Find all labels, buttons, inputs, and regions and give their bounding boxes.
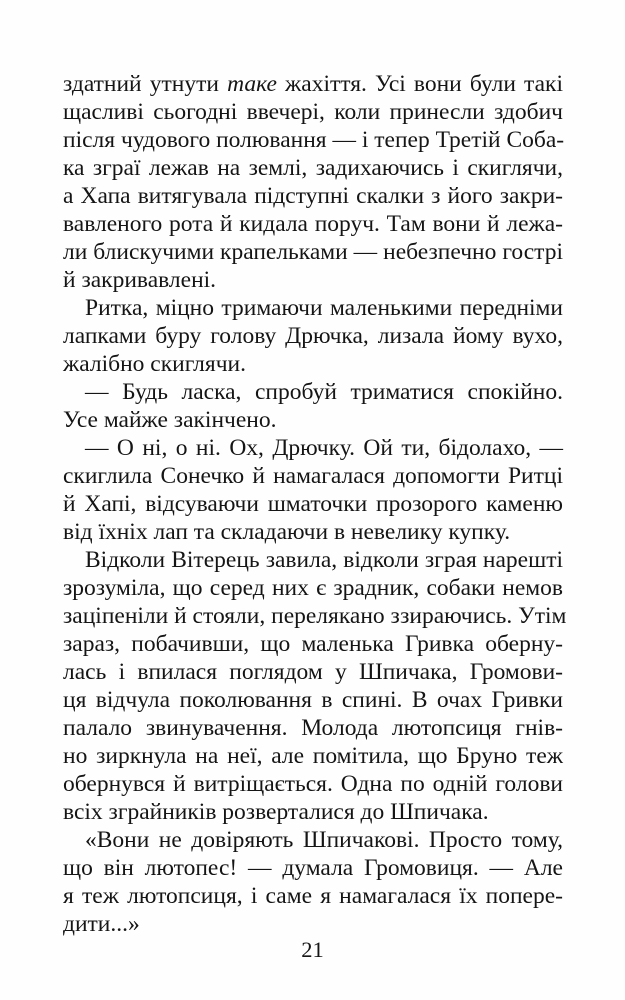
text-segment: й закривавлені. bbox=[63, 267, 217, 293]
text-line bbox=[63, 154, 563, 182]
text-segment: ли блискучими крапельками — небезпечно гострі bbox=[63, 239, 563, 265]
text-line bbox=[63, 882, 563, 910]
text-line bbox=[63, 406, 563, 434]
text-line bbox=[63, 714, 563, 742]
text-segment: після чудового полювання — і тепер Третій Соба- bbox=[63, 127, 565, 153]
text-segment: палало звинувачення. Молода лютопсиця гнів- bbox=[63, 715, 563, 741]
text-line bbox=[63, 826, 563, 854]
text-line bbox=[63, 266, 563, 294]
text-segment: Ритка, міцно тримаючи маленькими передніми bbox=[85, 295, 563, 321]
text-segment: — О ні, о ні. Ох, Дрючку. Ой ти, бідолахо, — bbox=[85, 435, 563, 461]
text-line bbox=[63, 182, 563, 210]
text-segment: обернувся й витріщається. Одна по одній голови bbox=[63, 771, 563, 797]
text-segment: «Вони не довіряють Шпичакові. Просто тому, bbox=[85, 827, 563, 853]
text-line bbox=[63, 602, 567, 630]
text-segment: лапками буру голову Дрючка, лизала йому вухо, bbox=[63, 323, 563, 349]
text-segment: від їхніх лап та складаючи в невелику купку. bbox=[63, 519, 511, 545]
text-line bbox=[63, 742, 563, 770]
text-line bbox=[63, 490, 563, 518]
text-segment: лась і впилася поглядом у Шпичака, Громови- bbox=[63, 659, 563, 685]
text-segment: жахіття. Усі вони були такі bbox=[276, 71, 563, 97]
text-segment: щасливі сьогодні ввечері, коли принесли здобич bbox=[63, 99, 563, 125]
text-segment: здатний утнути bbox=[63, 71, 228, 97]
text-segment: а Хапа витягувала підступні скалки з його закри- bbox=[63, 183, 563, 209]
text-line bbox=[63, 294, 563, 322]
text-line bbox=[63, 350, 563, 378]
text-segment: — Будь ласка, спробуй триматися спокійно. bbox=[85, 379, 563, 405]
text-segment: всіх зграйників розверталися до Шпичака. bbox=[63, 799, 489, 825]
text-line bbox=[63, 854, 563, 882]
text-segment: ця відчула поколювання в спині. В очах Гривки bbox=[63, 687, 563, 713]
text-line bbox=[63, 238, 563, 266]
text-line bbox=[63, 686, 563, 714]
text-segment: дити...» bbox=[63, 911, 140, 937]
text-line bbox=[63, 574, 563, 602]
text-line bbox=[63, 322, 563, 350]
text-line bbox=[63, 546, 563, 574]
text-line bbox=[63, 434, 563, 462]
text-segment: я теж лютопсиця, і саме я намагалася їх попере- bbox=[63, 883, 563, 909]
text-segment: що він лютопес! — думала Громовиця. — Але bbox=[63, 855, 563, 881]
text-line bbox=[63, 126, 563, 154]
text-line bbox=[63, 770, 563, 798]
text-segment: зараз, побачивши, що маленька Гривка оберну- bbox=[63, 631, 563, 657]
italic-text: таке bbox=[227, 71, 277, 97]
text-line bbox=[63, 910, 563, 938]
text-line bbox=[63, 658, 563, 686]
text-line bbox=[63, 462, 563, 490]
text-line bbox=[63, 630, 563, 658]
text-segment: Усе майже закінчено. bbox=[63, 407, 277, 433]
text-segment: ка зграї лежав на землі, задихаючись і скиглячи, bbox=[63, 155, 563, 181]
text-line bbox=[63, 378, 563, 406]
text-segment: й Хапі, відсуваючи шматочки прозорого каменю bbox=[63, 491, 563, 517]
text-segment: зрозуміла, що серед них є зрадник, собаки немов bbox=[63, 575, 563, 601]
text-segment: но зиркнула на неї, але помітила, що Бруно теж bbox=[63, 743, 563, 769]
page-number: 21 bbox=[301, 937, 324, 962]
text-segment: жалібно скиглячи. bbox=[63, 351, 246, 377]
text-line bbox=[63, 798, 563, 826]
text-line bbox=[63, 210, 563, 238]
text-block bbox=[63, 70, 567, 938]
text-line bbox=[63, 98, 563, 126]
text-segment: заціпеніли й стояли, перелякано ззираючись. Утім bbox=[63, 603, 567, 629]
text-line bbox=[63, 70, 563, 98]
text-line bbox=[63, 518, 563, 546]
text-segment: Відколи Вітерець завила, відколи зграя нарешті bbox=[85, 547, 563, 573]
text-segment: скиглила Сонечко й намагалася допомогти Ритці bbox=[63, 463, 563, 489]
text-segment: вавленого рота й кидала поруч. Там вони й лежа- bbox=[63, 211, 563, 237]
